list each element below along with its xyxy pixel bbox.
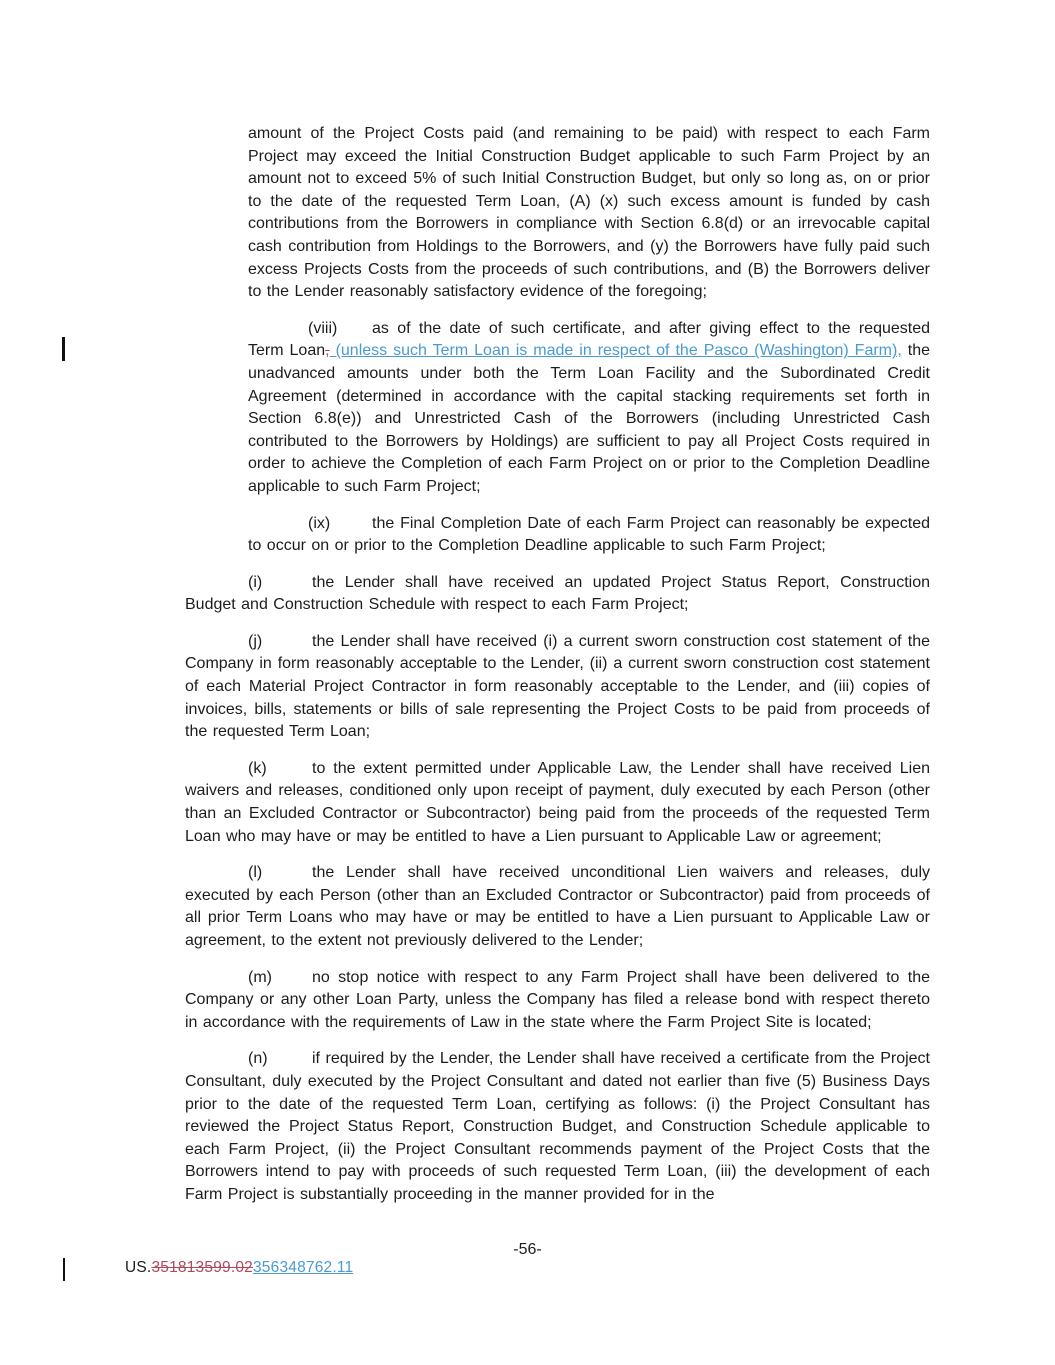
paragraph-j-text: the Lender shall have received (i) a current sworn construction cost statement of the Company in form reasonably acceptable to the Lender, (ii) a current sworn construction cost statement of each Material Project Contractor in form reasonably acceptable to the Lender, and (iii) copies of invoices, bills, statements or bills of sale representing the Project Costs to be paid from proceeds of the requested Term Loan; bbox=[185, 632, 930, 741]
paragraph-i-text: the Lender shall have received an updated Project Status Report, Construction Budget and Construction Schedule with respect to each Farm Project; bbox=[185, 573, 930, 614]
paragraph-viii-label: (viii) bbox=[308, 319, 338, 337]
paragraph-m bbox=[185, 967, 930, 1035]
paragraph-ix bbox=[248, 513, 930, 558]
paragraph-n-text: if required by the Lender, the Lender shall have received a certificate from the Project Consultant, duly executed by the Project Consultant and dated not earlier than five (5) Business Days prior to the date of the requested Term Loan, certifying as follows: (i) the Project Consultant has reviewed the Project Status Report, Construction Budget, and Construction Schedule applicable to each Farm Project, (ii) the Project Consultant recommends payment of the Project Costs that the Borrowers intend to pay with proceeds of such requested Term Loan, (iii) the development of each Farm Project is substantially proceeding in the manner provided for in the bbox=[185, 1050, 930, 1203]
paragraph-l bbox=[185, 862, 930, 952]
paragraph-i-label: (i) bbox=[248, 573, 263, 591]
paragraph-l-label: (l) bbox=[248, 864, 263, 882]
paragraph-i bbox=[185, 572, 930, 617]
paragraph-k-text: to the extent permitted under Applicable Law, the Lender shall have received Lien waivers and releases, conditioned only upon receipt of payment, duly executed by each Person (other than an Excluded Contractor or Subcontractor) being paid from the proceeds of the requested Term Loan who may have or may be entitled to have a Lien pursuant to Applicable Law or agreement; bbox=[185, 759, 930, 845]
paragraph-k bbox=[185, 758, 930, 848]
paragraph-n bbox=[185, 1048, 930, 1206]
footer-doc-id bbox=[125, 1259, 353, 1277]
document-body bbox=[0, 123, 1055, 1221]
paragraph-m-text: no stop notice with respect to any Farm Project shall have been delivered to the Company or any other Loan Party, unless the Company has filed a release bond with respect thereto in accordance with the requirements of Law in the state where the Farm Project Site is located; bbox=[185, 968, 930, 1031]
paragraph-ix-label: (ix) bbox=[308, 514, 331, 532]
paragraph-viii-text-cont: the unadvanced amounts under both the Term Loan Facility and the Subordinated Credit Agreement (determined in accordance with the capital stacking requirements set forth in Section 6.8(e)) and Unrestricted Cash of the Borrowers (including Unrestricted Cash contributed to the Borrowers by Holdings) are sufficient to pay all Project Costs required in order to achieve the Completion of each Farm Project on or prior to the Completion Deadline applicable to such Farm Project; bbox=[248, 342, 931, 495]
change-bar-footer bbox=[63, 1258, 65, 1281]
paragraph-n-label: (n) bbox=[248, 1050, 268, 1068]
paragraph-viii-text: as of the date of such certificate, and after giving effect to the requested Term Loan bbox=[248, 319, 930, 360]
paragraph-j-label: (j) bbox=[248, 632, 263, 650]
footer-doc-id-prefix: US. bbox=[125, 1259, 152, 1276]
paragraph-ix-text: the Final Completion Date of each Farm Project can reasonably be expected to occur on or prior to the Completion Deadline applicable to such Farm Project; bbox=[248, 514, 930, 555]
paragraph-viii bbox=[248, 318, 930, 499]
tracked-insertion: (unless such Term Loan is made in respect of the Pasco (Washington) Farm), bbox=[329, 342, 902, 360]
page-number: -56- bbox=[513, 1241, 542, 1258]
paragraph-continuation-text: amount of the Project Costs paid (and remaining to be paid) with respect to each Farm Project may exceed the Initial Construction Budget applicable to such Farm Project by an amount not to exceed 5% of such Initial Construction Budget, but only so long as, on or prior to the date of the requested Term Loan, (A) (x) such excess amount is funded by cash contributions from the Borrowers in compliance with Section 6.8(d) or an irrevocable capital cash contribution from Holdings to the Borrowers, and (y) the Borrowers have fully paid such excess Projects Costs from the proceeds of such contributions, and (B) the Borrowers deliver to the Lender reasonably satisfactory evidence of the foregoing; bbox=[248, 125, 930, 301]
paragraph-k-label: (k) bbox=[248, 759, 267, 777]
paragraph-j bbox=[185, 631, 930, 744]
paragraph-continuation bbox=[248, 123, 930, 304]
tracked-deletion: , bbox=[325, 342, 330, 360]
footer-doc-id-inserted: 356348762.11 bbox=[252, 1259, 354, 1276]
paragraph-m-label: (m) bbox=[248, 968, 272, 986]
footer-doc-id-deleted: 351813599.02 bbox=[151, 1259, 253, 1276]
paragraph-l-text: the Lender shall have received unconditional Lien waivers and releases, duly executed by each Person (other than an Excluded Contractor or Subcontractor) paid from proceeds of all prior Term Loans who may have or may be entitled to have a Lien pursuant to Applicable Law or agreement, to the extent not previously delivered to the Lender; bbox=[185, 864, 930, 949]
